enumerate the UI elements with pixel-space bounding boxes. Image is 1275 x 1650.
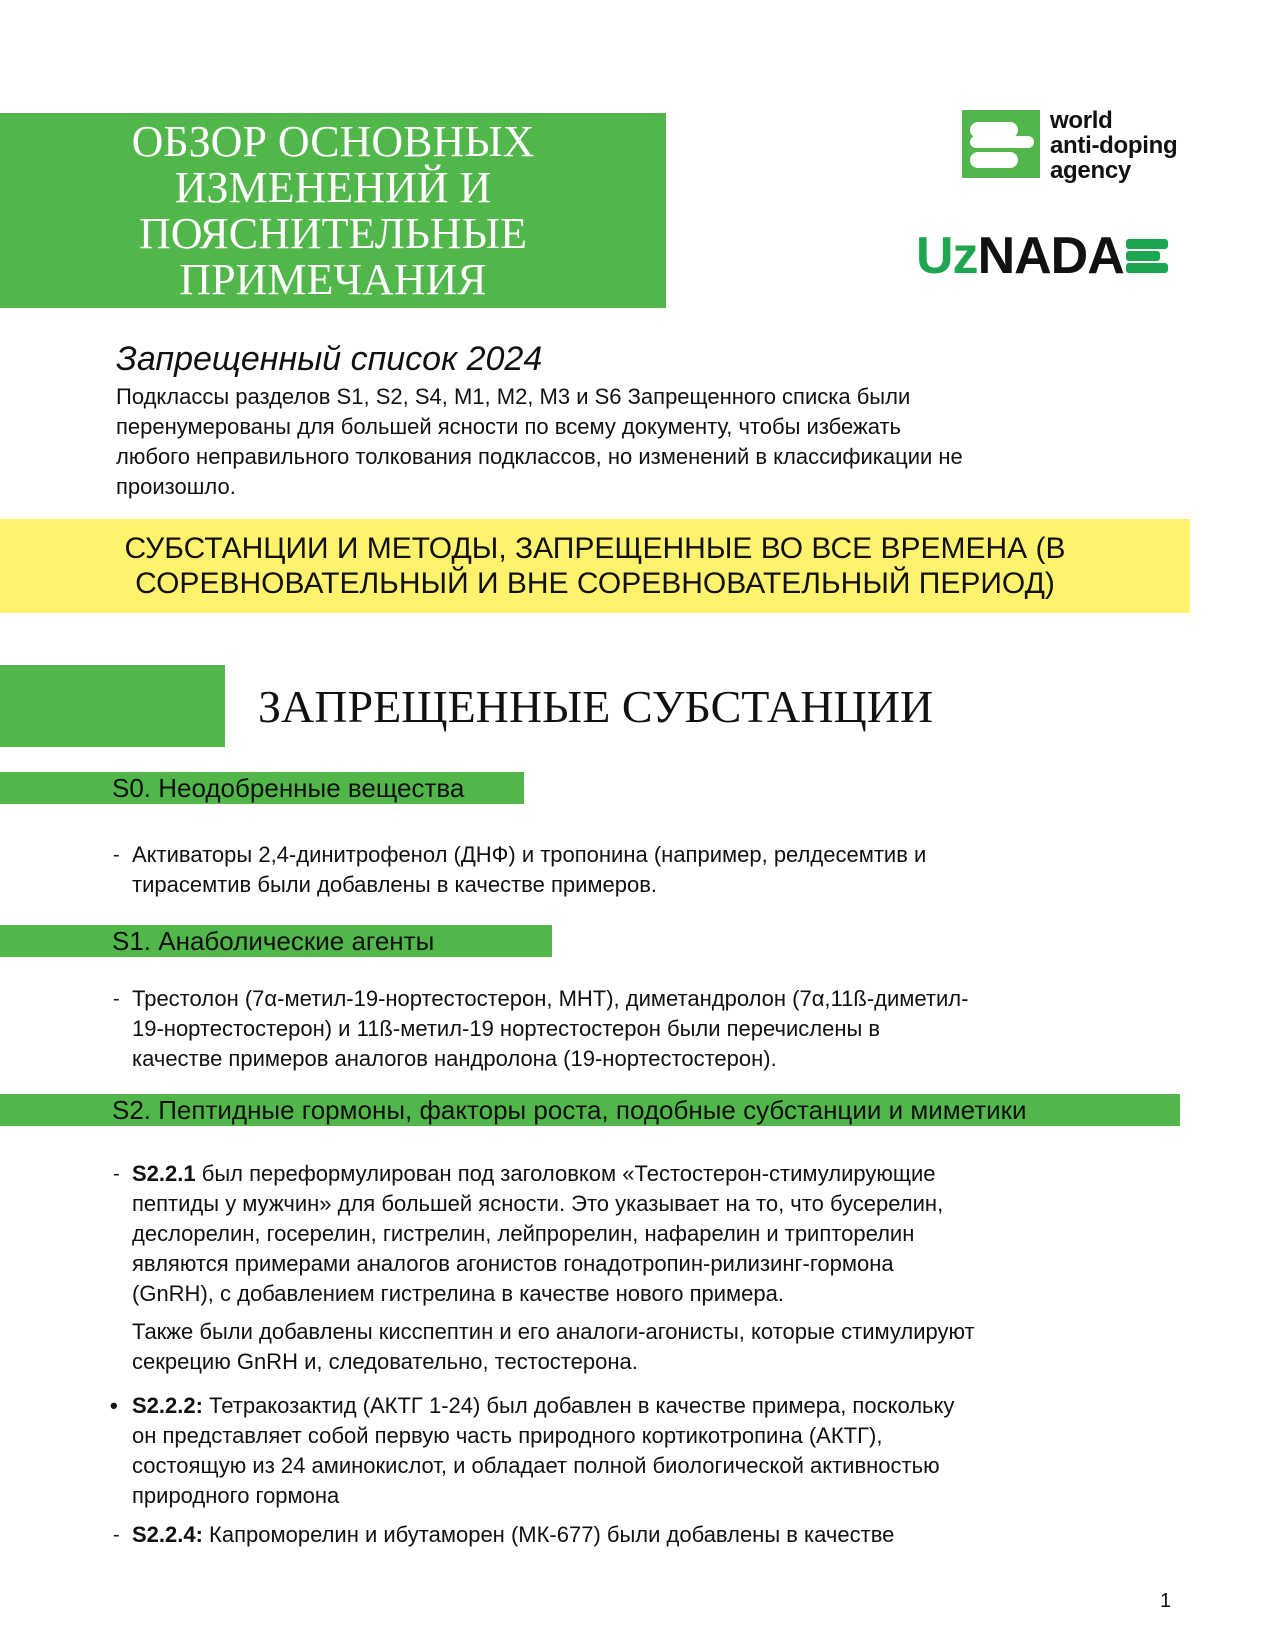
wada-logo [962,107,1192,184]
s2-heading: S2. Пептидные гормоны, факторы роста, подобные субстанции и миметики [0,1094,1180,1126]
section-title: ЗАПРЕЩЕННЫЕ СУБСТАНЦИИ [258,681,934,732]
s1-bullet: - Трестолон (7α-метил-19-нортестостерон, МНТ), диметандролон (7α,11ß-диметил- 19-нортестостерон) и 11ß-метил-19 нортестостерон были перечислены в качестве примеров аналогов нандролона (19-нортестостерон). [113,986,969,1071]
title-line-2: ИЗМЕНЕНИЙ И [174,162,492,212]
uznada-logo-uz: Uz [916,227,978,285]
s2-item-3: - S2.2.4: Капроморелин и ибутаморен (МК-677) были добавлены в качестве [132,1520,1162,1550]
s2-item-1-code: S2.2.1 [132,1161,196,1186]
list-subtitle: Запрещенный список 2024 [116,340,543,378]
dash-bullet-icon: - [113,988,120,1010]
s2-item-2: • S2.2.2: Тетракозактид (АКТГ 1-24) был добавлен в качестве примера, поскольку он представляет собой первую часть природного кортикотропина (АКТГ), состоящую из 24 аминокислот, и обладает полной биологической активностью природного гормона [110,1393,955,1508]
intro-paragraph: Подклассы разделов S1, S2, S4, M1, M2, M3 и S6 Запрещенного списка были перенумерованы для большей ясности по всему документу, чтобы избежать любого неправильного толкования подклассов, но изменений в классификации не произошло. [116,384,963,499]
s2-item-2-code: S2.2.2: [132,1393,203,1418]
title-line-3: ПОЯСНИТЕЛЬНЫЕ [139,208,527,258]
dash-bullet-icon: - [113,1163,120,1185]
dash-bullet-icon: - [113,844,120,866]
uznada-logo [916,226,1168,286]
s0-bullet: - Активаторы 2,4-динитрофенол (ДНФ) и тропонина (например, релдесемтив и тирасемтив были добавлены в качестве примеров. [113,842,927,897]
all-times-banner: СУБСТАНЦИИ И МЕТОДЫ, ЗАПРЕЩЕННЫЕ ВО ВСЕ ВРЕМЕНА (В СОРЕВНОВАТЕЛЬНЫЙ И ВНЕ СОРЕВНОВАТЕЛЬНЫЙ ПЕРИОД) [0,519,1190,613]
s0-heading: S0. Неодобренные вещества [0,772,524,804]
dash-bullet-icon: - [113,1524,120,1546]
s2-item-1: - S2.2.1 был переформулирован под заголовком «Тестостерон-стимулирующие пептиды у мужчин» для большей ясности. Это указывает на то, что бусерелин, деслорелин, госерелин, гистрелин, лейпрорелин, нафарелин и трипторелин являются примерами аналогов агонистов гонадотропин-рилизинг-гормона (GnRH), с добавлением гистрелина в качестве нового примера. Также были добавлены кисспептин и его аналоги-агонисты, которые стимулируют секрецию GnRH и, следовательно, тестостерона. [113,1161,975,1374]
document-title [0,113,666,308]
wada-wordmark: world anti-doping agency [1050,107,1178,184]
uznada-flag-icon [1126,236,1168,276]
page-number: 1 [1160,1590,1172,1612]
wada-mark-icon [962,110,1040,178]
uznada-logo-nada: NADA [977,227,1124,285]
title-line-4: ПРИМЕЧАНИЯ [179,254,487,304]
s2-item-3-code: S2.2.4: [132,1522,203,1547]
title-line-1: ОБЗОР ОСНОВНЫХ [131,116,535,166]
section-accent-block [0,665,225,747]
s1-heading: S1. Анаболические агенты [0,925,552,957]
dot-bullet-icon: • [110,1393,118,1418]
